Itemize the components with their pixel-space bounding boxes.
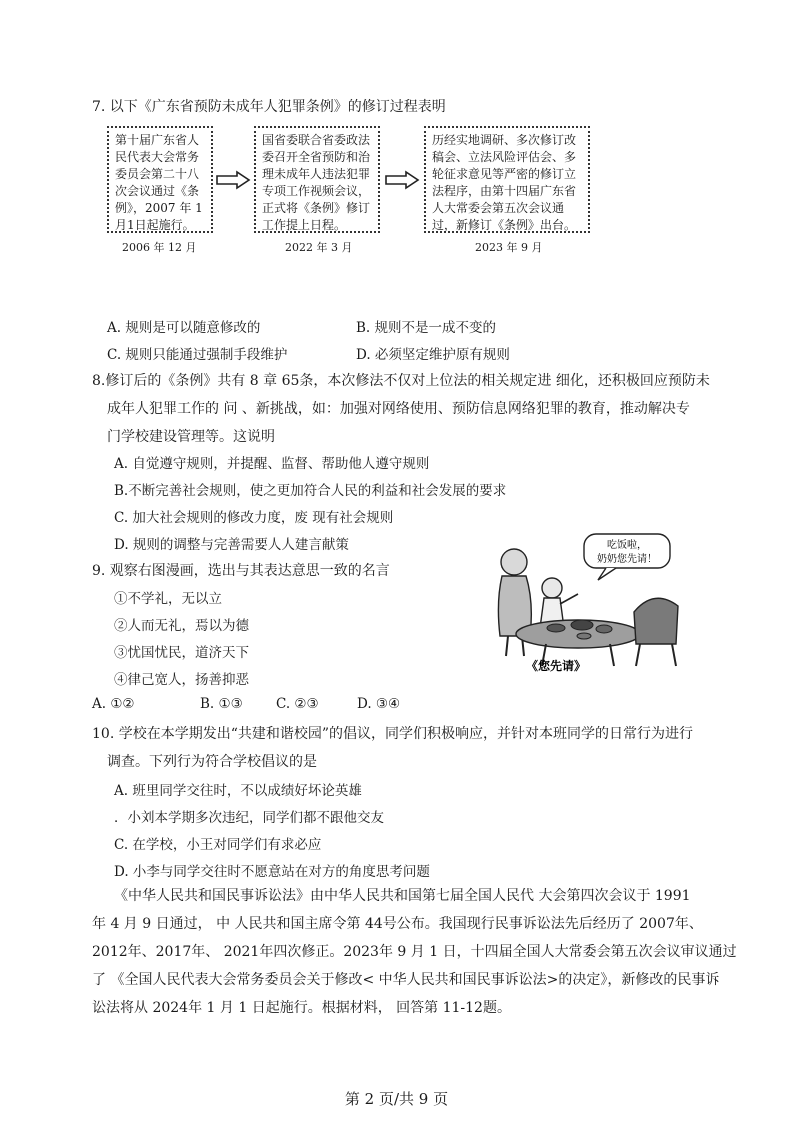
q7-option-c: C. 规则只能通过强制手段维护 — [107, 347, 288, 363]
material-line-2: 年 4 月 9 日通过， 中 人民共和国主席令第 44号公布。我国现行民事诉讼法先后经历了 2007年、 — [92, 916, 703, 932]
cartoon-caption: 《您先请》 — [526, 659, 587, 673]
q9-option-c: C. ②③ — [276, 696, 319, 712]
q7-option-a: A. 规则是可以随意修改的 — [107, 320, 261, 336]
flow-box-2: 国省委联合省委政法委召开全省预防和治理未成年人违法犯罪专项工作视频会议，正式将《条例》修订工作提上日程。 — [254, 126, 380, 233]
cartoon-illustration — [486, 532, 714, 674]
q9-item-4: ④律己宽人，扬善抑恶 — [114, 672, 249, 688]
q7-option-b: B. 规则不是一成不变的 — [356, 320, 497, 336]
flow-date-2: 2022 年 3 月 — [285, 241, 353, 254]
q9-item-1: ①不学礼，无以立 — [114, 591, 222, 607]
q10-option-c: C. 在学校，小王对同学们有求必应 — [114, 837, 322, 853]
q8-option-c: C. 加大社会规则的修改力度，废 现有社会规则 — [114, 510, 394, 526]
q10-line-2: 调查。下列行为符合学校倡议的是 — [107, 754, 317, 770]
flow-date-3: 2023 年 9 月 — [475, 241, 543, 254]
q7-option-d: D. 必须坚定维护原有规则 — [356, 347, 510, 363]
q9-item-3: ③忧国忧民，道济天下 — [114, 645, 249, 661]
flow-box-3: 历经实地调研、多次修订改稿会、立法风险评估会、多轮征求意见等严密的修订立法程序，由第十四届广东省人大常委会第五次会议通过，新修订《条例》出台。 — [424, 126, 590, 233]
q9-item-2: ②人而无礼，焉以为德 — [114, 618, 249, 634]
q10-option-d: D. 小李与同学交往时不愿意站在对方的角度思考问题 — [114, 864, 430, 880]
arrow-right-icon — [384, 170, 420, 190]
q8-option-b: B.不断完善社会规则，使之更加符合人民的利益和社会发展的要求 — [114, 483, 507, 499]
q9-option-d: D. ③④ — [357, 696, 401, 712]
material-line-1: 《中华人民共和国民事诉讼法》由中华人民共和国第七届全国人民代 大会第四次会议于 1991 — [114, 888, 691, 904]
flow-date-1: 2006 年 12 月 — [122, 241, 197, 254]
speech-line-1: 吃饭啦， — [607, 540, 647, 551]
page-number: 第 2 页/共 9 页 — [344, 1090, 449, 1108]
q10-option-b: ．小刘本学期多次违纪，同学们都不跟他交友 — [114, 810, 384, 826]
material-line-4: 了 《全国人民代表大会常务委员会关于修改< 中华人民共和国民事诉讼法>的决定》，新修改的民事诉 — [92, 972, 720, 988]
q8-line-1: 8.修订后的《条例》共有 8 章 65条，本次修法不仅对上位法的相关规定进 细化，还积极回应预防未 — [92, 373, 710, 389]
speech-line-2: 奶奶您先请！ — [597, 554, 657, 565]
q8-option-d: D. 规则的调整与完善需要人人建言献策 — [114, 537, 349, 553]
q9-option-a: A. ①② — [92, 696, 135, 712]
flow-box-1: 第十届广东省人民代表大会常务委员会第二十八次会议通过《条例》，2007 年 1 月1日起施行。 — [107, 126, 213, 233]
q7-stem: 7. 以下《广东省预防未成年人犯罪条例》的修订过程表明 — [92, 99, 446, 115]
q10-line-1: 10. 学校在本学期发出“共建和谐校园”的倡议，同学们积极响应，并针对本班同学的日常行为进行 — [92, 726, 694, 742]
q8-line-3: 门学校建设管理等。这说明 — [107, 429, 275, 445]
q9-stem: 9. 观察右图漫画，选出与其表达意思一致的名言 — [92, 563, 390, 579]
material-line-3: 2012年、2017年、 2021年四次修正。2023年 9 月 1 日，十四届全国人大常委会第五次会议审议通过 — [92, 944, 737, 960]
arrow-right-icon — [215, 170, 251, 190]
material-line-5: 讼法将从 2024年 1 月 1 日起施行。根据材料， 回答第 11-12题。 — [92, 1000, 511, 1016]
q8-option-a: A. 自觉遵守规则，并提醒、监督、帮助他人遵守规则 — [114, 456, 430, 472]
q9-option-b: B. ①③ — [200, 696, 243, 712]
q10-option-a: A. 班里同学交往时，不以成绩好坏论英雄 — [114, 783, 362, 799]
q8-line-2: 成年人犯罪工作的 问 、新挑战，如：加强对网络使用、预防信息网络犯罪的教育，推动解决专 — [107, 401, 690, 417]
